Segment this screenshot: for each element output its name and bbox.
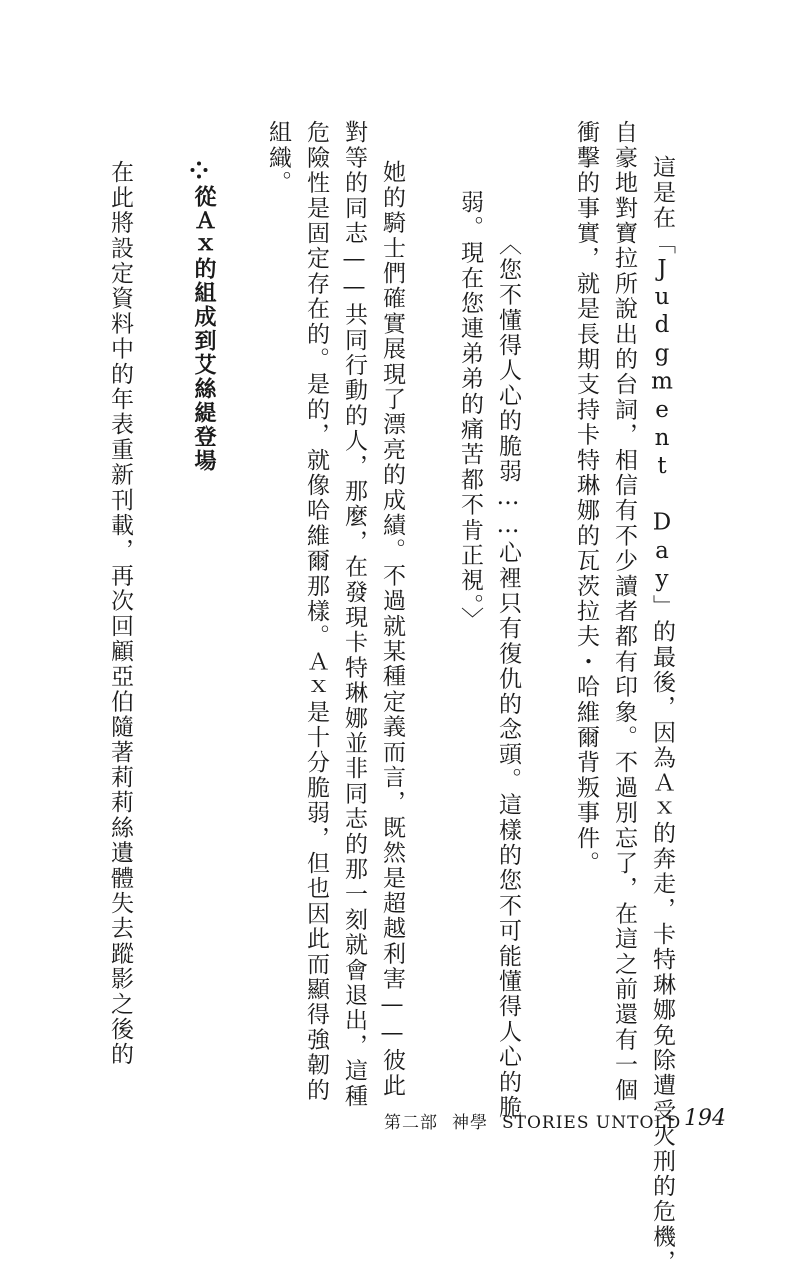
- quote-line-1: 〈您不懂得人心的脆弱……心裡只有復仇的念頭。這樣的您不可能懂得人心的脆: [495, 232, 521, 1120]
- p3-line-1: 在此將設定資料中的年表重新刊載，再次回顧亞伯隨著莉莉絲遺體失去蹤影之後的: [107, 160, 133, 1068]
- footer-part: 第二部: [384, 1113, 438, 1133]
- p2-line-3: 危險性是固定存在的。是的，就像哈維爾那樣。Ａｘ是十分脆弱，但也因此而顯得強韌的: [303, 120, 329, 1103]
- section-heading-group: [186, 155, 216, 485]
- p1-line-3: 衝擊的事實，就是長期支持卡特琳娜的瓦茨拉夫・哈維爾背叛事件。: [573, 120, 599, 876]
- p2-line-2: 對等的同志——共同行動的人，那麼，在發現卡特琳娜並非同志的那一刻就會退出，這種: [341, 120, 367, 1109]
- four-dot-ornament-icon: [190, 161, 208, 179]
- running-footer: [384, 1108, 695, 1133]
- quote-line-2: 弱。現在您連弟弟的痛苦都不肯正視。〉: [457, 190, 483, 633]
- p2-line-1: 她的騎士們確實展現了漂亮的成績。不過就某種定義而言，既然是超越利害——彼此: [379, 160, 405, 1099]
- section-heading: 從Ａｘ的組成到艾絲緹登場: [191, 185, 216, 473]
- page-number: 194: [684, 1106, 726, 1131]
- footer-series: STORIES UNTOLD: [502, 1113, 682, 1133]
- footer-section: 神學: [452, 1113, 488, 1133]
- p1-line-1: 這是在「Judgment Day」的最後，因為Ａｘ的奔走，卡特琳娜免除遭受火刑的危機，: [649, 155, 675, 1275]
- p1-line-2: 自豪地對寶拉所說出的台詞，相信有不少讀者都有印象。不過別忘了，在這之前還有一個: [611, 120, 637, 1103]
- p2-line-4: 組織。: [265, 120, 291, 196]
